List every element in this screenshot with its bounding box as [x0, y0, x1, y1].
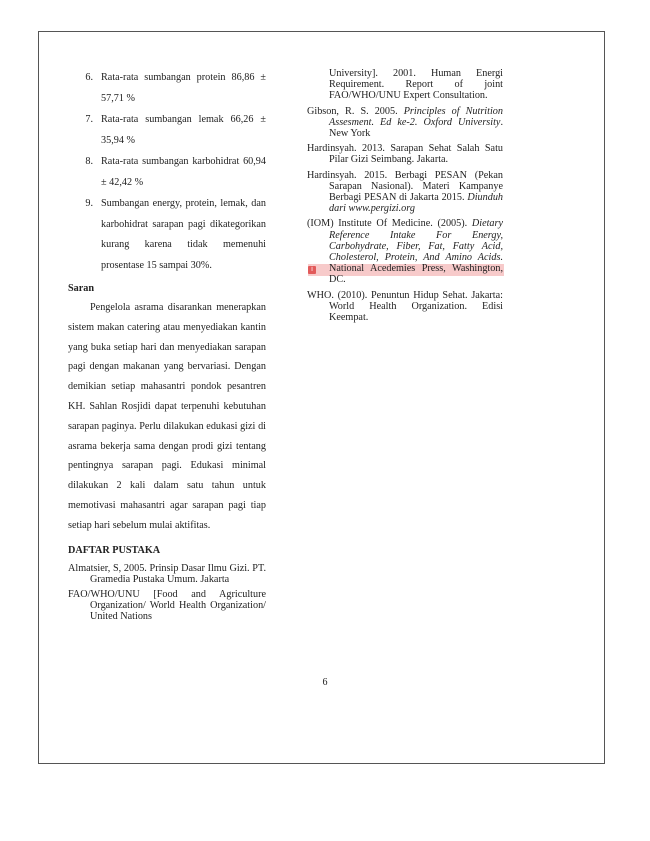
reference-text: Gibson, R. S. 2005. — [307, 105, 404, 117]
list-text: Rata-rata sumbangan karbohidrat 60,94 ± 42,42 % — [101, 156, 266, 188]
list-item — [68, 110, 266, 151]
right-column — [307, 68, 503, 327]
page-number: 6 — [322, 677, 328, 688]
reference-title: Principles of Nutrition Assesment. Ed ke-2. Oxford University — [329, 105, 503, 128]
left-column — [68, 68, 266, 623]
list-item — [68, 194, 266, 276]
list-text: Sumbangan energy, protein, lemak, dan karbohidrat sarapan pagi dikategorikan kurang karena tidak memenuhi prosentase 15 sampai 30%. — [101, 198, 266, 271]
list-text: Rata-rata sumbangan protein 86,86 ± 57,71 % — [101, 72, 266, 104]
reference-item: WHO. (2010). Penuntun Hidup Sehat. Jakarta: World Health Organization. Edisi Keempat. — [307, 289, 503, 324]
reference-item: Hardinsyah. 2013. Sarapan Sehat Salah Satu Pilar Gizi Seimbang. Jakarta. — [307, 143, 503, 166]
reference-item — [307, 218, 503, 285]
reference-text: . New York — [329, 116, 503, 140]
list-text: Rata-rata sumbangan lemak 66,26 ± 35,94 % — [101, 114, 266, 146]
conclusion-list — [68, 68, 266, 276]
reference-item: FAO/WHO/UNU [Food and Agriculture Organization/ World Health Organization/ United Nations — [68, 588, 266, 623]
reference-item — [307, 170, 503, 215]
reference-continuation: University]. 2001. Human Energi Requirement. Report of joint FAO/WHO/UNU Expert Consultation. — [329, 68, 503, 102]
list-number: 7. — [85, 114, 93, 125]
saran-paragraph: Pengelola asrama disarankan menerapkan sistem makan catering atau menyediakan kantin yang buka setiap hari dan menyediakan sarapan pagi dengan makanan yang bervariasi. Dengan demikian setiap mahasantri pondok pesantren KH. Sahlan Rosjidi dapat terpenuhi kebutuhan sarapan paginya. Perlu dilakukan edukasi gizi di asrama bekerja sama dengan prodi gizi tentang pentingnya sarapan pagi. Edukasi minimal dilakukan 2 kali dalam satu tahun untuk memotivasi mahasantri agar sarapan pagi tiap setiap hari sebelum mulai aktifitas. — [68, 302, 266, 531]
reference-text: (IOM) Institute Of Medicine. (2005). — [307, 218, 472, 230]
comment-icon[interactable]: i — [308, 266, 316, 274]
reference-title: Dietary Reference Intake For Energy, Carbohydrate, Fiber, Fat, Fatty Acid, Cholesterol, Protein, And Amino Acids. — [329, 218, 503, 264]
list-item — [68, 68, 266, 109]
reference-text: National Acedemies Press, Washington, DC. — [329, 263, 503, 286]
daftar-pustaka-heading: DAFTAR PUSTAKA — [68, 544, 161, 556]
reference-item — [307, 106, 503, 140]
saran-heading: Saran — [68, 283, 95, 294]
list-number: 8. — [85, 156, 93, 167]
reference-link: Diunduh dari www.pergizi.org — [329, 192, 503, 215]
list-number: 9. — [85, 198, 93, 209]
list-item — [68, 152, 266, 193]
reference-item: Almatsier, S, 2005. Prinsip Dasar Ilmu Gizi. PT. Gramedia Pustaka Umum. Jakarta — [68, 562, 266, 585]
list-number: 6. — [85, 72, 93, 83]
reference-text: Hardinsyah. 2015. Berbagi PESAN (Pekan Sarapan Nasional). Materi Kampanye Berbagi PESAN di Jakarta 2015. — [307, 169, 503, 204]
